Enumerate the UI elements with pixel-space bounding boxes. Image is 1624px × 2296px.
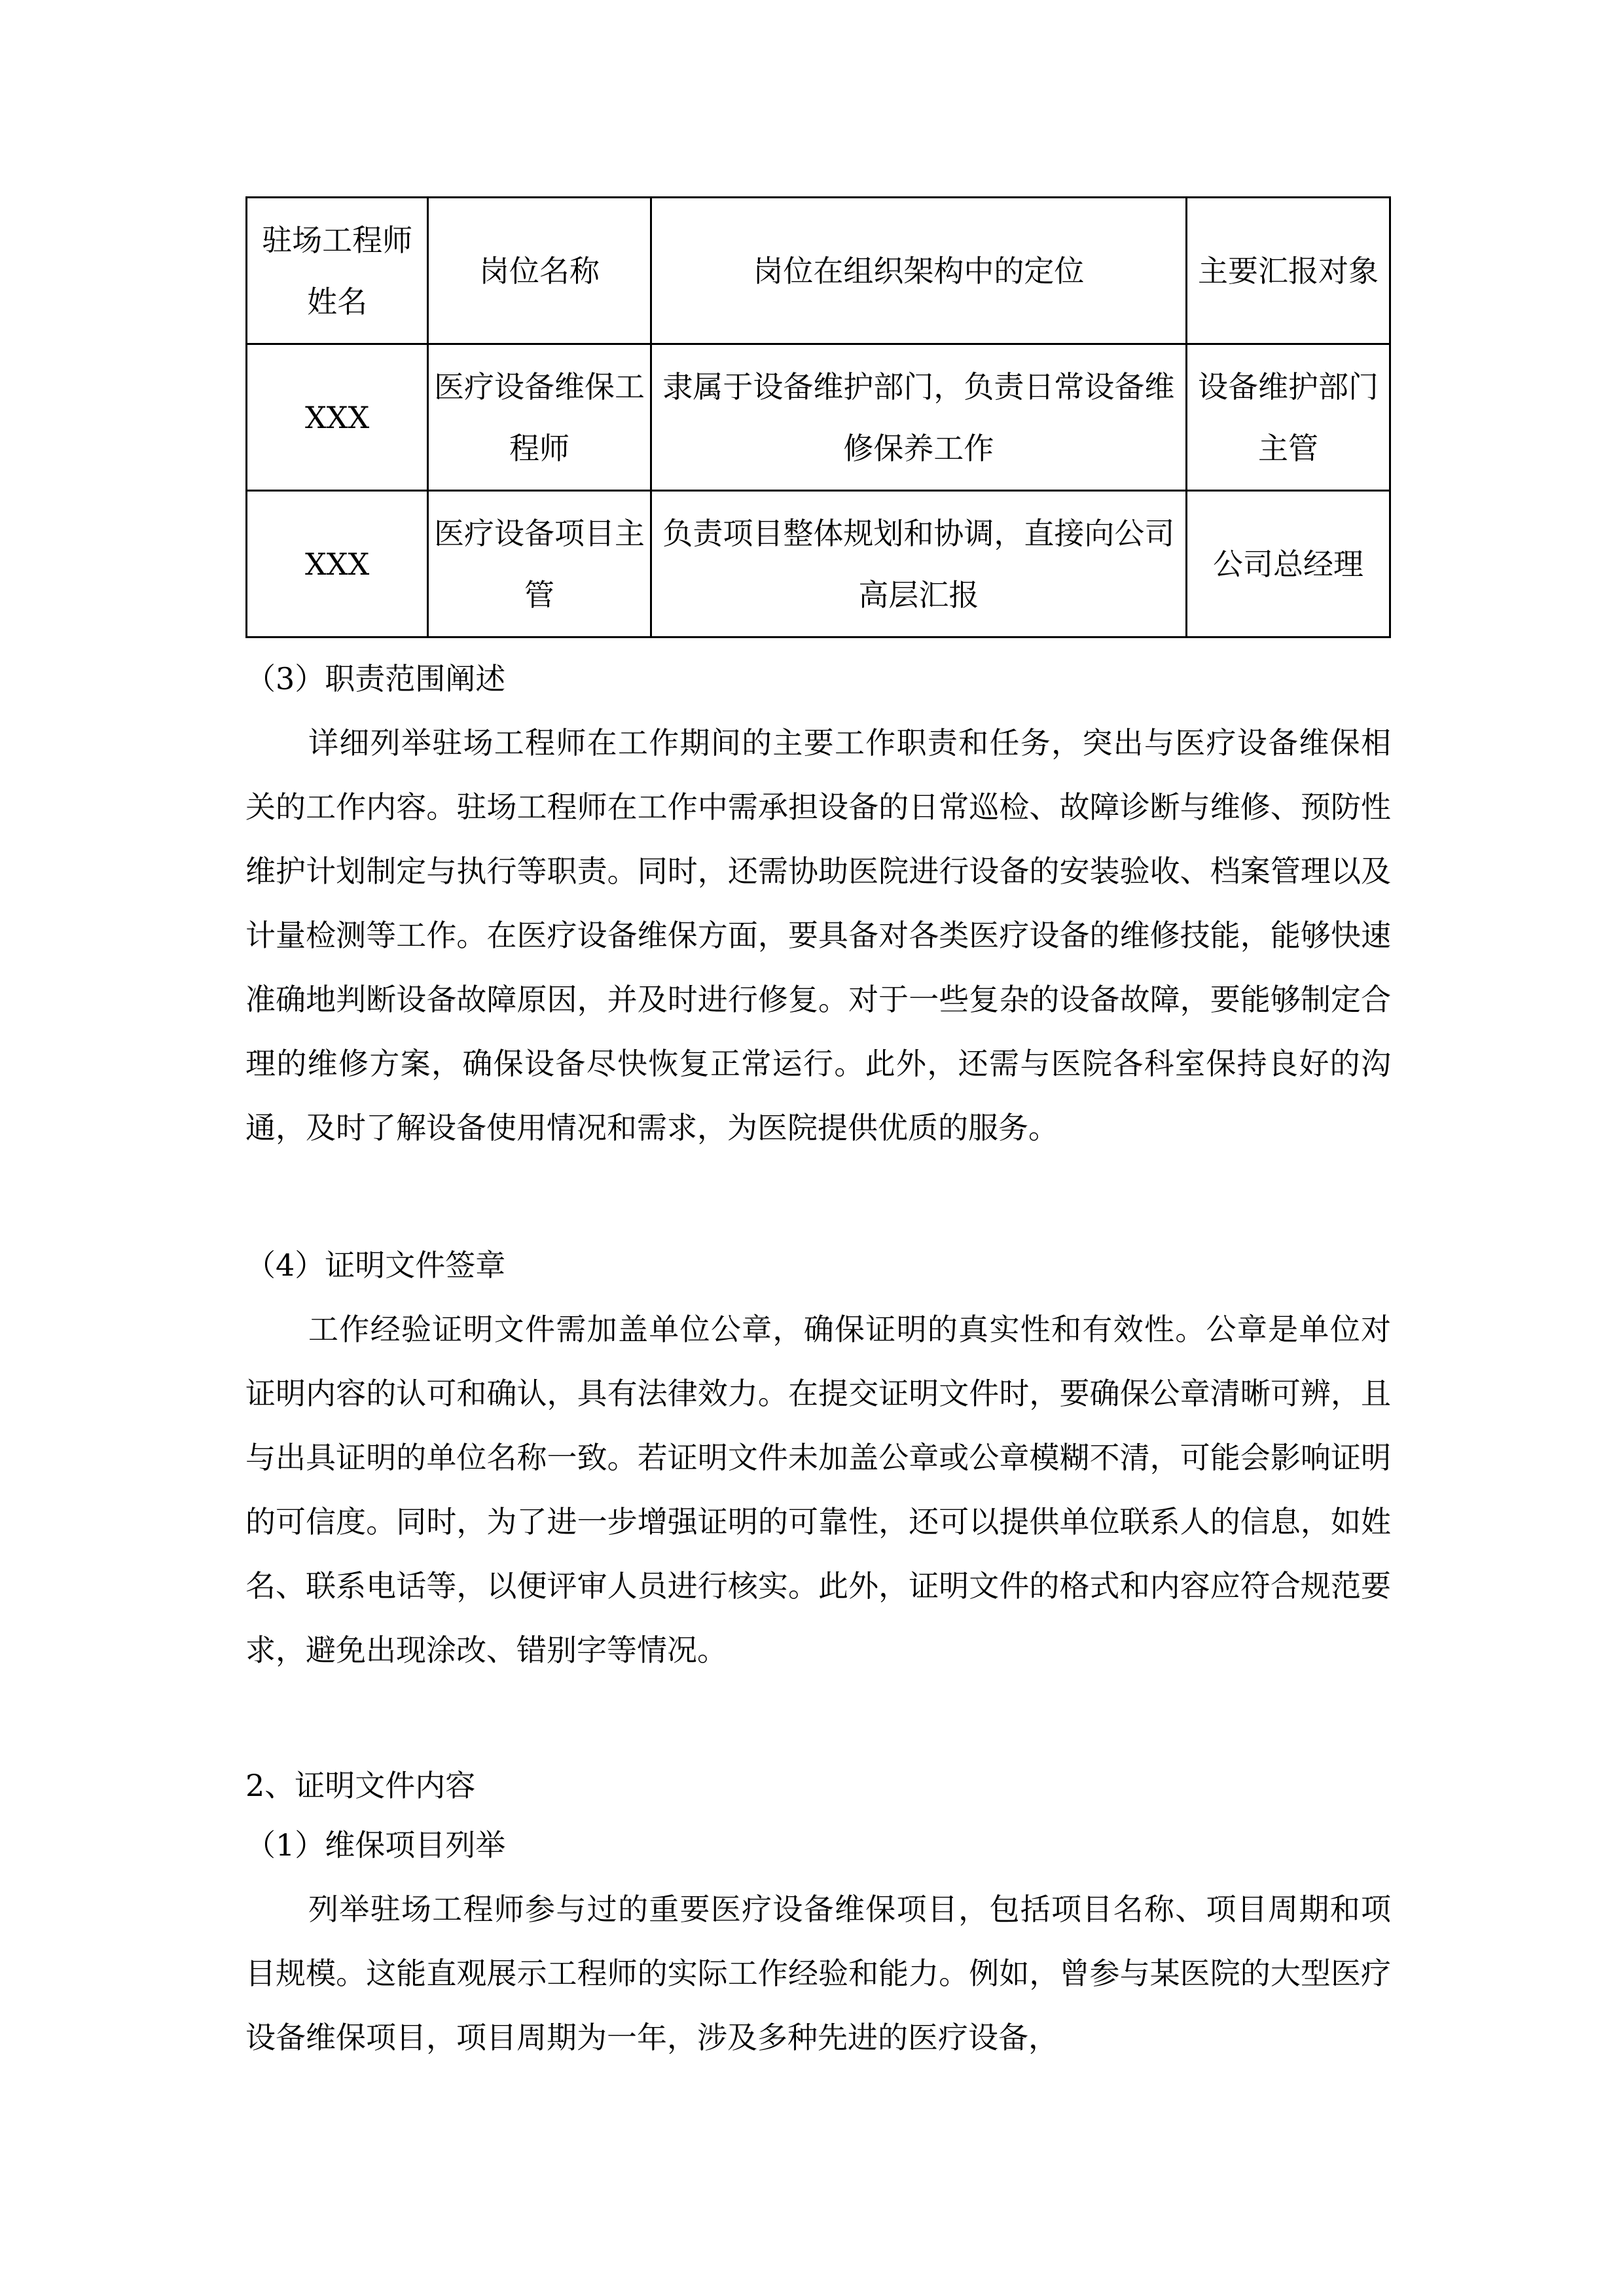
table-header-row [247, 198, 1390, 344]
paragraph: 详细列举驻场工程师在工作期间的主要工作职责和任务，突出与医疗设备维保相关的工作内容。驻场工程师在工作中需承担设备的日常巡检、故障诊断与维修、预防性维护计划制定与执行等职责。同时，还需协助医院进行设备的安装验收、档案管理以及计量检测等工作。在医疗设备维保方面，要具备对各类医疗设备的维修技能，能够快速准确地判断设备故障原因，并及时进行修复。对于一些复杂的设备故障，要能够制定合理的维修方案，确保设备尽快恢复正常运行。此外，还需与医院各科室保持良好的沟通，及时了解设备使用情况和需求，为医院提供优质的服务。 [245, 725, 1391, 1145]
cell-name: XXX [247, 491, 428, 637]
paragraph: 列举驻场工程师参与过的重要医疗设备维保项目，包括项目名称、项目周期和项目规模。这能直观展示工程师的实际工作经验和能力。例如，曾参与某医院的大型医疗设备维保项目，项目周期为一年，涉及多种先进的医疗设备， [245, 1892, 1391, 2055]
part-heading: 2、证明文件内容 [245, 1768, 476, 1803]
cell-org-position: 隶属于设备维护部门，负责日常设备维修保养工作 [651, 344, 1186, 491]
cell-org-position: 负责项目整体规划和协调，直接向公司高层汇报 [651, 491, 1186, 637]
table-row [247, 491, 1390, 637]
cell-name: XXX [247, 344, 428, 491]
section-heading: （1）维保项目列举 [245, 1827, 506, 1863]
cell-position: 医疗设备维保工程师 [428, 344, 651, 491]
section-responsibilities [245, 647, 1391, 1160]
cell-report-to: 设备维护部门主管 [1187, 344, 1390, 491]
section-document-content [245, 1758, 1391, 2070]
header-org-position: 岗位在组织架构中的定位 [651, 198, 1186, 344]
header-report-to: 主要汇报对象 [1187, 198, 1390, 344]
paragraph: 工作经验证明文件需加盖单位公章，确保证明的真实性和有效性。公章是单位对证明内容的认可和确认，具有法律效力。在提交证明文件时，要确保公章清晰可辨，且与出具证明的单位名称一致。若证明文件未加盖公章或公章模糊不清，可能会影响证明的可信度。同时，为了进一步增强证明的可靠性，还可以提供单位联系人的信息，如姓名、联系电话等，以便评审人员进行核实。此外，证明文件的格式和内容应符合规范要求，避免出现涂改、错别字等情况。 [245, 1312, 1391, 1668]
section-heading: （3）职责范围阐述 [245, 661, 506, 696]
header-position: 岗位名称 [428, 198, 651, 344]
cell-report-to: 公司总经理 [1187, 491, 1390, 637]
header-engineer-name: 驻场工程师姓名 [247, 198, 428, 344]
table-row [247, 344, 1390, 491]
section-signature [245, 1233, 1391, 1682]
position-table [245, 196, 1391, 638]
cell-position: 医疗设备项目主管 [428, 491, 651, 637]
section-heading: （4）证明文件签章 [245, 1247, 506, 1283]
